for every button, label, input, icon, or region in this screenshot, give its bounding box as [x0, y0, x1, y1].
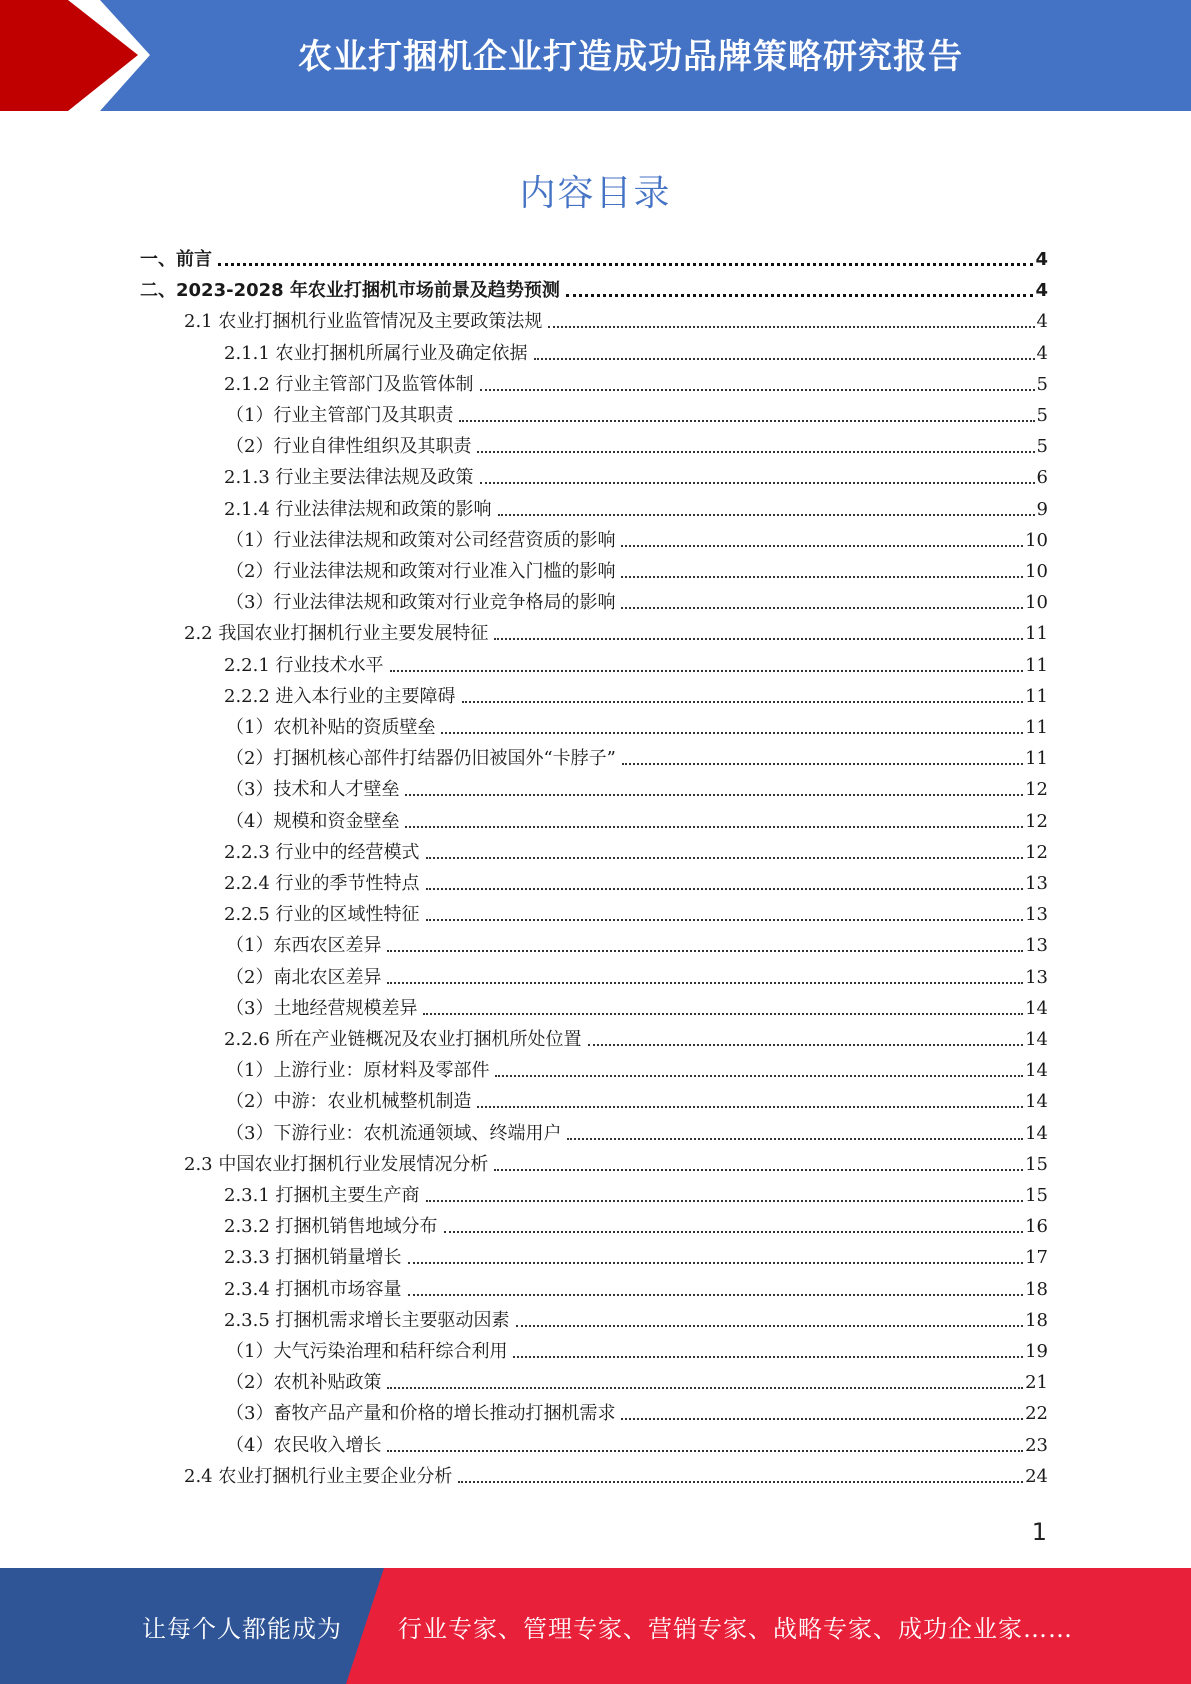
toc-entry-title: 2.3.2 打捆机销售地域分布: [224, 1216, 438, 1238]
toc-entry-page: 4: [1035, 280, 1048, 302]
toc-entry-title: （1）上游行业：原材料及零部件: [226, 1060, 490, 1082]
toc-entry-page: 5: [1036, 405, 1048, 426]
toc-entry-page: 23: [1025, 1434, 1048, 1456]
toc-entry-page: 18: [1025, 1278, 1048, 1300]
toc-entry-page: 11: [1025, 623, 1048, 645]
toc-entry-page: 14: [1025, 1122, 1048, 1144]
toc-entry[interactable]: [140, 1238, 1048, 1269]
toc-entry-title: 2.3.1 打捆机主要生产商: [224, 1185, 420, 1206]
toc-dot-leader: [516, 1324, 1024, 1327]
toc-entry[interactable]: [140, 677, 1048, 708]
toc-entry[interactable]: [140, 521, 1048, 552]
toc-dot-leader: [387, 949, 1023, 952]
toc-dot-leader: [459, 419, 1034, 422]
toc-dot-leader: [441, 731, 1023, 734]
toc-dot-leader: [480, 481, 1035, 484]
toc-entry-page: 13: [1025, 935, 1048, 957]
toc-entry-page: 18: [1025, 1309, 1048, 1331]
toc-entry-title: （3）技术和人才壁垒: [226, 779, 400, 801]
toc-entry[interactable]: [140, 552, 1048, 583]
toc-entry-page: 4: [1036, 342, 1048, 364]
toc-dot-leader: [408, 1293, 1024, 1296]
toc-entry[interactable]: [140, 1145, 1048, 1176]
toc-entry[interactable]: [140, 1270, 1048, 1301]
toc-entry[interactable]: [140, 989, 1048, 1020]
toc-dot-leader: [405, 793, 1023, 796]
toc-dot-leader: [477, 1105, 1023, 1108]
toc-entry-title: 2.3.3 打捆机销量增长: [224, 1247, 402, 1269]
toc-entry[interactable]: [140, 708, 1048, 739]
toc-entry[interactable]: [140, 646, 1048, 677]
toc-dot-leader: [423, 1012, 1023, 1015]
toc-entry[interactable]: [140, 271, 1048, 302]
toc-entry[interactable]: [140, 490, 1048, 521]
toc-dot-leader: [426, 856, 1024, 859]
toc-entry-page: 15: [1025, 1185, 1048, 1206]
toc-entry-page: 11: [1025, 654, 1048, 676]
toc-entry-title: 2.1.4 行业法律法规和政策的影响: [224, 498, 492, 520]
footer-slogan-left: 让每个人都能成为: [142, 1614, 342, 1643]
toc-dot-leader: [513, 1355, 1023, 1358]
footer-slogan-right: 行业专家、管理专家、营销专家、战略专家、成功企业家……: [398, 1614, 1073, 1643]
toc-entry-title: （3）下游行业：农机流通领域、终端用户: [226, 1122, 562, 1144]
toc-entry-page: 4: [1035, 249, 1048, 270]
toc-entry[interactable]: [140, 739, 1048, 770]
toc-entry-title: 2.1.3 行业主要法律法规及政策: [224, 467, 474, 489]
toc-entry-page: 14: [1025, 997, 1048, 1019]
toc-entry[interactable]: [140, 396, 1048, 427]
toc-entry-title: （2）南北农区差异: [226, 966, 382, 988]
toc-entry-page: 14: [1025, 1091, 1048, 1113]
toc-entry[interactable]: [140, 1457, 1048, 1488]
page-number: 1: [1031, 1518, 1047, 1546]
toc-dot-leader: [498, 513, 1035, 516]
toc-entry[interactable]: [140, 240, 1048, 271]
toc-entry-page: 5: [1036, 373, 1048, 395]
toc-entry-title: （1）大气污染治理和秸秆综合利用: [226, 1341, 508, 1362]
toc-entry-title: 2.2 我国农业打捆机行业主要发展特征: [184, 623, 489, 645]
toc-entry-page: 12: [1025, 810, 1048, 832]
toc-entry[interactable]: [140, 1082, 1048, 1113]
toc-dot-leader: [405, 825, 1023, 828]
toc-entry[interactable]: [140, 802, 1048, 833]
toc-heading: 内容目录: [519, 173, 672, 214]
toc-entry-title: （2）行业自律性组织及其职责: [226, 436, 472, 458]
toc-entry-title: 2.3.5 打捆机需求增长主要驱动因素: [224, 1309, 510, 1331]
toc-entry-title: 二、2023-2028 年农业打捆机市场前景及趋势预测: [140, 280, 560, 302]
toc-entry-title: 2.1 农业打捆机行业监管情况及主要政策法规: [184, 311, 543, 333]
toc-dot-leader: [477, 450, 1034, 453]
toc-entry-title: 2.1.2 行业主管部门及监管体制: [224, 373, 474, 395]
toc-entry-title: 2.3.4 打捆机市场容量: [224, 1278, 402, 1300]
toc-entry-page: 10: [1025, 592, 1048, 614]
toc-entry-title: （3）行业法律法规和政策对行业竞争格局的影响: [226, 592, 616, 614]
toc-entry-title: （2）农机补贴政策: [226, 1372, 382, 1394]
toc-entry-page: 4: [1036, 311, 1048, 333]
toc-entry-title: （3）土地经营规模差异: [226, 997, 418, 1019]
toc-entry-title: （2）中游：农业机械整机制造: [226, 1091, 472, 1113]
toc-dot-leader: [387, 1449, 1023, 1452]
toc-entry-page: 16: [1025, 1216, 1048, 1238]
toc-entry-page: 11: [1025, 717, 1048, 738]
toc-entry-title: （4）农民收入增长: [226, 1434, 382, 1456]
toc-entry[interactable]: [140, 926, 1048, 957]
toc-dot-leader: [426, 1199, 1024, 1202]
toc-entry[interactable]: [140, 302, 1048, 333]
toc-dot-leader: [494, 637, 1023, 640]
toc-entry[interactable]: [140, 1207, 1048, 1238]
toc-dot-leader: [622, 762, 1023, 765]
toc-entry[interactable]: [140, 614, 1048, 645]
toc-entry-title: （1）行业主管部门及其职责: [226, 405, 454, 426]
toc-entry-page: 13: [1025, 966, 1048, 988]
toc-dot-leader: [218, 262, 1033, 266]
toc-dot-leader: [426, 918, 1024, 921]
toc-entry[interactable]: [140, 1176, 1048, 1207]
header-banner: [0, 0, 1191, 111]
footer-banner: [0, 1568, 1191, 1684]
toc-entry-page: 14: [1025, 1029, 1048, 1050]
toc-entry-page: 24: [1025, 1465, 1048, 1487]
toc-entry[interactable]: [140, 458, 1048, 489]
toc-entry[interactable]: [140, 1426, 1048, 1457]
toc-entry[interactable]: [140, 895, 1048, 926]
toc-dot-leader: [548, 325, 1034, 328]
toc-entry-page: 12: [1025, 841, 1048, 863]
toc-entry-title: （2）行业法律法规和政策对行业准入门槛的影响: [226, 561, 616, 582]
toc-entry[interactable]: [140, 1363, 1048, 1394]
toc-dot-leader: [480, 388, 1035, 391]
toc-entry-title: 2.2.3 行业中的经营模式: [224, 841, 420, 863]
toc-dot-leader: [494, 1168, 1023, 1171]
toc-entry[interactable]: [140, 365, 1048, 396]
toc-entry-page: 13: [1025, 904, 1048, 926]
toc-entry-page: 19: [1025, 1341, 1048, 1362]
toc-dot-leader: [426, 887, 1024, 890]
toc-dot-leader: [621, 544, 1023, 547]
toc-entry-page: 13: [1025, 873, 1048, 894]
toc-entry[interactable]: [140, 833, 1048, 864]
toc-entry-page: 11: [1025, 748, 1048, 770]
toc-dot-leader: [566, 293, 1034, 297]
toc-dot-leader: [390, 669, 1024, 672]
toc-entry-title: （4）规模和资金壁垒: [226, 810, 400, 832]
toc-entry-page: 17: [1025, 1247, 1048, 1269]
toc-entry-title: 2.2.4 行业的季节性特点: [224, 873, 420, 894]
toc-entry[interactable]: [140, 1114, 1048, 1145]
toc-entry[interactable]: [140, 1051, 1048, 1082]
toc-entry-page: 22: [1025, 1403, 1048, 1425]
toc-entry[interactable]: [140, 583, 1048, 614]
toc-entry[interactable]: [140, 770, 1048, 801]
toc-entry-page: 10: [1025, 529, 1048, 551]
toc-dot-leader: [387, 1386, 1023, 1389]
toc-entry-title: （1）行业法律法规和政策对公司经营资质的影响: [226, 529, 616, 551]
toc-entry-title: 2.2.5 行业的区域性特征: [224, 904, 420, 926]
toc-entry-title: 一、前言: [140, 249, 212, 270]
toc-entry-page: 6: [1036, 467, 1048, 489]
toc-dot-leader: [444, 1230, 1024, 1233]
toc-dot-leader: [495, 1074, 1023, 1077]
toc-dot-leader: [534, 357, 1035, 360]
toc-entry-title: （1）农机补贴的资质壁垒: [226, 717, 436, 738]
toc-entry-page: 11: [1025, 685, 1048, 707]
toc-entry-title: （2）打捆机核心部件打结器仍旧被国外“卡脖子”: [226, 748, 616, 770]
toc-entry-page: 21: [1025, 1372, 1048, 1394]
toc-entry-title: 2.2.2 进入本行业的主要障碍: [224, 685, 456, 707]
toc-entry-title: （3）畜牧产品产量和价格的增长推动打捆机需求: [226, 1403, 616, 1425]
toc-dot-leader: [588, 1043, 1024, 1046]
toc-entry-title: 2.4 农业打捆机行业主要企业分析: [184, 1465, 453, 1487]
toc-dot-leader: [387, 981, 1023, 984]
toc-entry-page: 9: [1036, 498, 1048, 520]
toc-dot-leader: [621, 1417, 1023, 1420]
toc-entry[interactable]: [140, 1020, 1048, 1051]
toc-entry-title: 2.3 中国农业打捆机行业发展情况分析: [184, 1153, 489, 1175]
report-title: 农业打捆机企业打造成功品牌策略研究报告: [298, 36, 963, 77]
toc-entry-page: 15: [1025, 1153, 1048, 1175]
toc-entry-page: 12: [1025, 779, 1048, 801]
toc-dot-leader: [462, 700, 1024, 703]
toc-entry[interactable]: [140, 1394, 1048, 1425]
toc-entry[interactable]: [140, 427, 1048, 458]
toc-entry[interactable]: [140, 1332, 1048, 1363]
toc-entry-title: 2.1.1 农业打捆机所属行业及确定依据: [224, 342, 528, 364]
toc-entry-page: 14: [1025, 1060, 1048, 1082]
toc-entry[interactable]: [140, 864, 1048, 895]
toc-entry[interactable]: [140, 1301, 1048, 1332]
toc-entry-page: 5: [1036, 436, 1048, 458]
toc-entry-title: 2.2.1 行业技术水平: [224, 654, 384, 676]
toc-dot-leader: [621, 575, 1023, 578]
toc-dot-leader: [567, 1137, 1023, 1140]
toc-entry[interactable]: [140, 958, 1048, 989]
toc-dot-leader: [408, 1261, 1024, 1264]
toc-dot-leader: [458, 1480, 1023, 1483]
toc-entry-title: （1）东西农区差异: [226, 935, 382, 957]
toc-entry-page: 10: [1025, 561, 1048, 582]
toc-dot-leader: [621, 606, 1023, 609]
toc-entry-title: 2.2.6 所在产业链概况及农业打捆机所处位置: [224, 1029, 582, 1050]
toc-entry[interactable]: [140, 334, 1048, 365]
